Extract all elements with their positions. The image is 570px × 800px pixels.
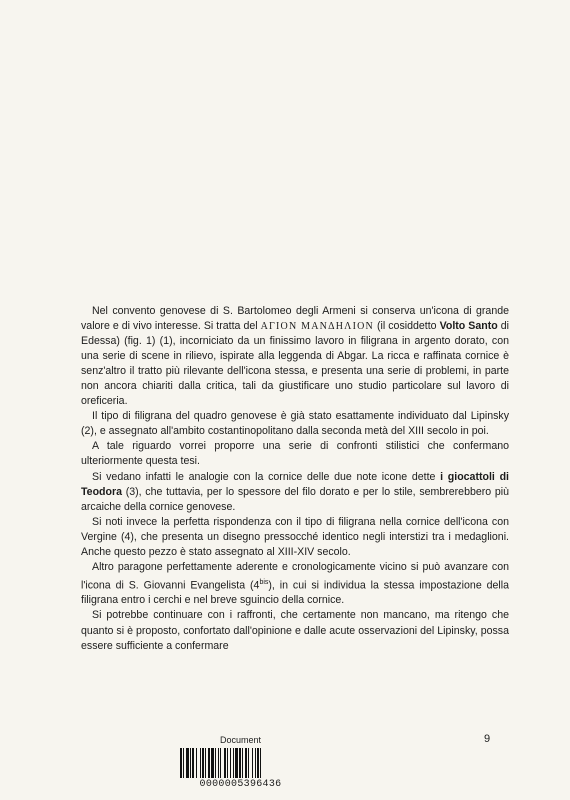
barcode-caption: Document [219,735,262,745]
barcode-label [178,735,303,797]
paragraph-5: Si noti invece la perfetta rispondenza con il tipo di filigrana nella cornice dell'icona con Vergine (4), che presenta un disegno pressocché identico negli interstizi tra i medaglioni. Anche questo pezzo è stato assegnato al XIII-XIV secolo. [81,515,509,558]
paragraph-4: Si vedano infatti le analogie con la cornice delle due note icone dette i giocattoli di Teodora (3), che tuttavia, per lo spessore del filo dorato e per lo stile, sembrerebbero più arcaiche della cornice genovese. [81,470,509,513]
superscript-bis: bis [259,578,269,586]
paragraph-6: Altro paragone perfettamente aderente e cronologicamente vicino si può avanzare con l'icona di S. Giovanni Evangelista $(4^{bis})$, in cui si individua la stessa impostazione della filigrana entro i cerchi e nel breve sguincio della cornice. [81,560,509,607]
body-text [81,304,509,654]
paragraph-2: Il tipo di filigrana del quadro genovese è già stato esattamente individuato dal Lipinsky (2), e assegnato all'ambito costantinopolitano dalla seconda metà del XIII secolo in poi. [81,410,509,438]
greek-title: ΑΓΙΟΝ ΜΑΝΔΗΛΙΟΝ [260,321,374,333]
paragraph-7: Si potrebbe continuare con i raffronti, che certamente non mancano, ma ritengo che quanto si è proposto, confortato dall'opinione e dalle acute osservazioni del Lipinsky, possa essere sufficiente a confermare [81,609,509,652]
paragraph-3: A tale riguardo vorrei proporre una serie di confronti stilistici che confermano ulteriormente questa tesi. [81,440,509,468]
bold-giocattoli: i giocattoli di Teodora [81,470,509,498]
barcode-number: 0000005396436 [199,779,282,790]
paragraph-1: Nel convento genovese di S. Bartolomeo degli Armeni si conserva un'icona di grande valore e di vivo interesse. Si tratta del ΑΓΙΟΝ ΜΑΝΔΗΛΙΟΝ (il cosiddetto Volto Santo di Edessa) (fig. 1) (1), incorniciato da un finissimo lavoro in filigrana in argento dorato, con una serie di scene in rilievo, ispirate alla leggenda di Abgar. La ricca e raffinata cornice è senz'altro il tratto più rilevante dell'icona stessa, e presenta una serie di problemi, in parte non ancora chiariti dalla critica, tali da giustificare uno studio particolare sul lavoro di oreficeria. [81,305,509,408]
page-number: 9 [484,733,491,745]
bold-volto-santo: Volto Santo [439,320,498,333]
barcode-icon [178,748,303,778]
